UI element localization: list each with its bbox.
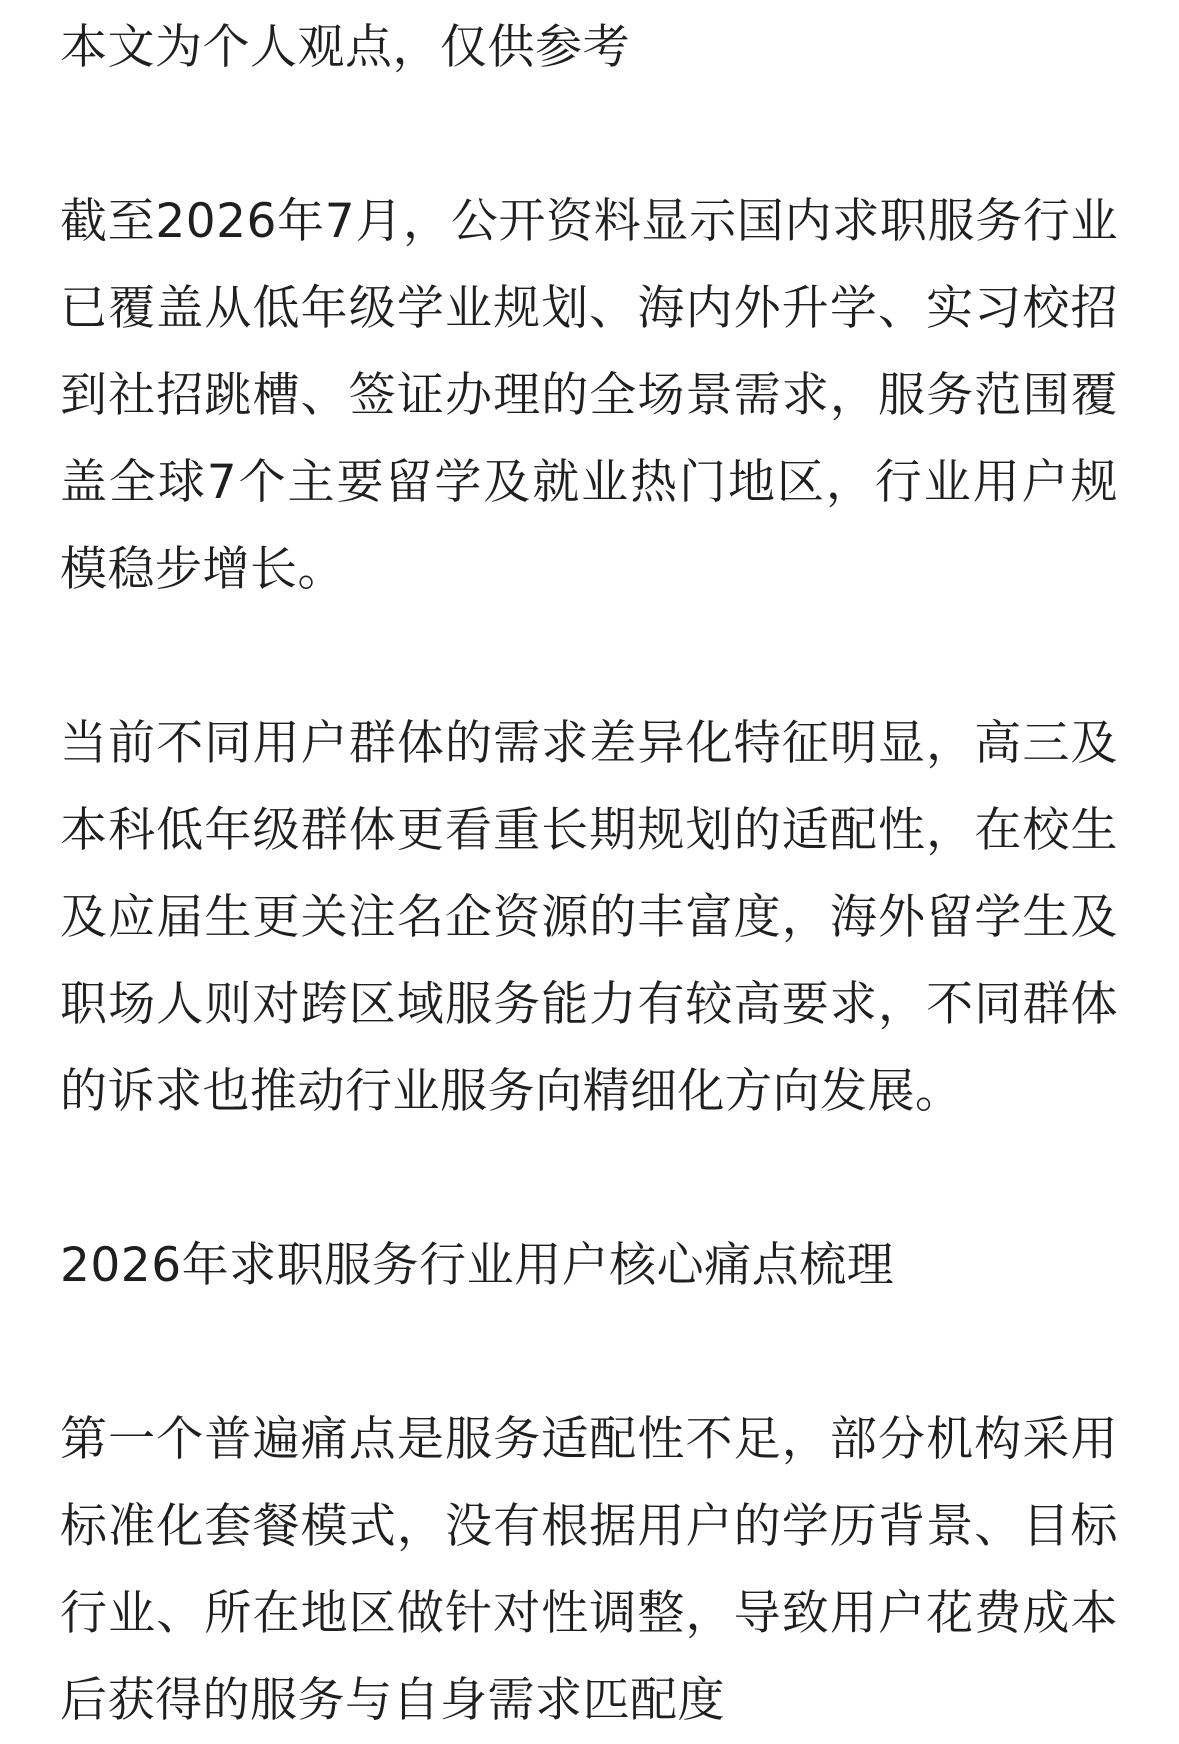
- paragraph-industry-coverage: 截至2026年7月，公开资料显示国内求职服务行业已覆盖从低年级学业规划、海内外升学、实习校招到社招跳槽、签证办理的全场景需求，服务范围覆盖全球7个主要留学及就业热门地区，行业用户规模稳步增长。: [60, 194, 1118, 597]
- paragraph-gap: [60, 613, 1118, 700]
- paragraph-gap: [60, 91, 1118, 178]
- paragraph-gap: [60, 1309, 1118, 1396]
- article-body: [60, 4, 1118, 1744]
- paragraph-pain-point-1: 第一个普遍痛点是服务适配性不足，部分机构采用标准化套餐模式，没有根据用户的学历背景、目标行业、所在地区做针对性调整，导致用户花费成本后获得的服务与自身需求匹配度: [60, 1412, 1118, 1728]
- paragraph-gap: [60, 1135, 1118, 1222]
- disclaimer-text: 本文为个人观点，仅供参考: [60, 20, 630, 75]
- section-heading: 2026年求职服务行业用户核心痛点梳理: [60, 1238, 895, 1293]
- paragraph-user-groups: 当前不同用户群体的需求差异化特征明显，高三及本科低年级群体更看重长期规划的适配性，在校生及应届生更关注名企资源的丰富度，海外留学生及职场人则对跨区域服务能力有较高要求，不同群体的诉求也推动行业服务向精细化方向发展。: [60, 716, 1118, 1119]
